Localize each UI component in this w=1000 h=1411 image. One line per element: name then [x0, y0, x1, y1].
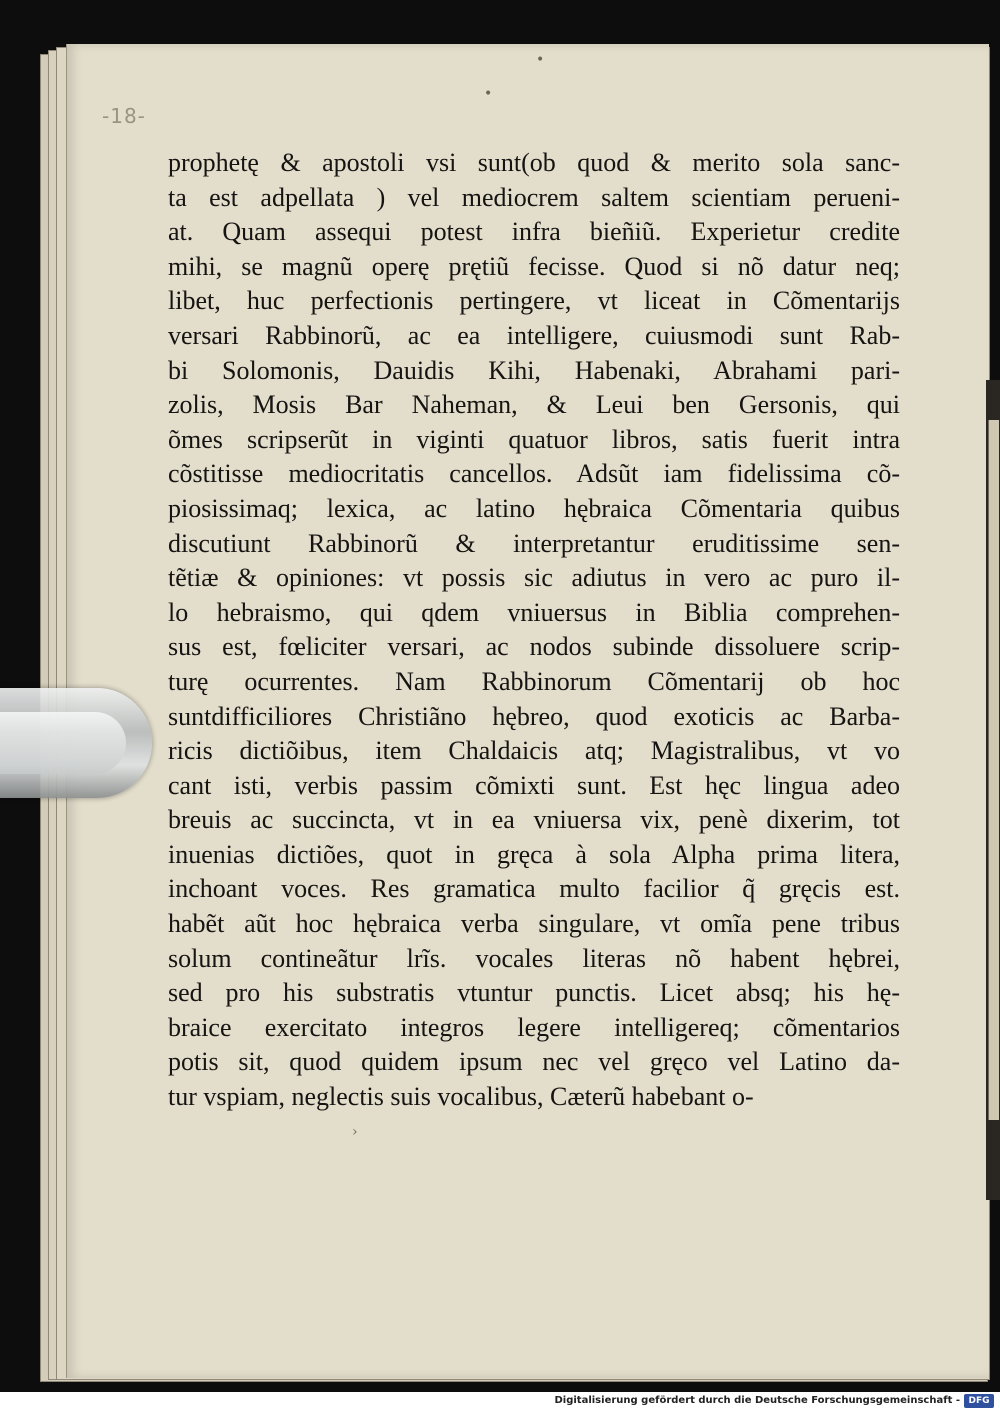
- text-line: inchoant voces. Res gramatica multo facilior q̃ gręcis est.: [168, 874, 900, 904]
- text-line: lo hebraismo, qui qdem vniuersus in Biblia comprehen-: [168, 597, 900, 627]
- page-clip-highlight: [0, 712, 126, 774]
- text-line: habẽt aũt hoc hębraica verba singulare, vt omĩa pene tribus: [168, 909, 900, 939]
- text-line: braice exercitato integros legere intelligereq; cõmentarios: [168, 1012, 900, 1042]
- text-line: zolis, Mosis Bar Naheman, & Leui ben Gersonis, qui: [168, 390, 900, 420]
- dfg-logo: DFG: [964, 1394, 994, 1408]
- text-line: piosissimaq; lexica, ac latino hębraica Cõmentaria quibus: [168, 493, 900, 523]
- text-line: turę ocurrentes. Nam Rabbinorum Cõmentarij ob hoc: [168, 666, 900, 696]
- body-text: [168, 146, 900, 1115]
- text-line: ta est adpellata ) vel mediocrem saltem scientiam perueni-: [168, 182, 900, 212]
- text-line: cant isti, verbis passim cõmixti sunt. Est hęc lingua adeo: [168, 770, 900, 800]
- text-line: prophetę & apostoli vsi sunt(ob quod & merito sola sanc-: [168, 148, 900, 177]
- text-line: breuis ac succincta, vt in ea vniuersa vix, penè dixerim, tot: [168, 805, 900, 835]
- page-number: -18-: [102, 104, 146, 128]
- footer-credit: Digitalisierung gefördert durch die Deutsche Forschungsgemeinschaft -: [554, 1395, 960, 1406]
- text-line: discutiunt Rabbinorũ & interpretantur eruditissime sen-: [168, 528, 900, 558]
- text-line: inuenias dictiões, quot in gręca à sola Alpha prima litera,: [168, 839, 900, 869]
- text-line: bi Solomonis, Dauidis Kihi, Habenaki, Abrahami pari-: [168, 355, 900, 385]
- footer-bar: [0, 1392, 1000, 1411]
- text-line: cõstitisse mediocritatis cancellos. Adsũt iam fidelissima cõ-: [168, 459, 900, 489]
- text-line: tẽtiæ & opiniones: vt possis sic adiutus in vero ac puro il-: [168, 563, 900, 593]
- text-line: at. Quam assequi potest infra bieñiũ. Experietur credite: [168, 217, 900, 247]
- text-line: ricis dictiõibus, item Chaldaicis atq; Magistralibus, vt vo: [168, 736, 900, 766]
- text-line: mihi, se magnũ operę prętiũ fecisse. Quod si nõ datur neq;: [168, 251, 900, 281]
- text-line: libet, huc perfectionis pertingere, vt liceat in Cõmentarijs: [168, 286, 900, 316]
- text-line: suntdifficiliores Christiãno hębreo, quod exoticis ac Barba-: [168, 701, 900, 731]
- text-line: versari Rabbinorũ, ac ea intelligere, cuiusmodi sunt Rab-: [168, 320, 900, 350]
- next-page-edge: [988, 420, 999, 1120]
- text-line: potis sit, quod quidem ipsum nec vel gręco vel Latino da-: [168, 1047, 900, 1077]
- ink-mark: ›: [352, 1124, 358, 1140]
- text-line: solum contineãtur lrĩs. vocales literas nõ habent hębrei,: [168, 943, 900, 973]
- text-line: õmes scripserũt in viginti quatuor libros, satis fuerit intra: [168, 424, 900, 454]
- text-line: sus est, fœliciter versari, ac nodos subinde dissoluere scrip-: [168, 632, 900, 662]
- text-line: sed pro his substratis vtuntur punctis. Licet absq; his hę-: [168, 978, 900, 1008]
- ink-mark: •: [536, 52, 545, 68]
- ink-mark: •: [484, 86, 493, 102]
- text-line: tur vspiam, neglectis suis vocalibus, Cæterũ habebant o-: [168, 1082, 754, 1112]
